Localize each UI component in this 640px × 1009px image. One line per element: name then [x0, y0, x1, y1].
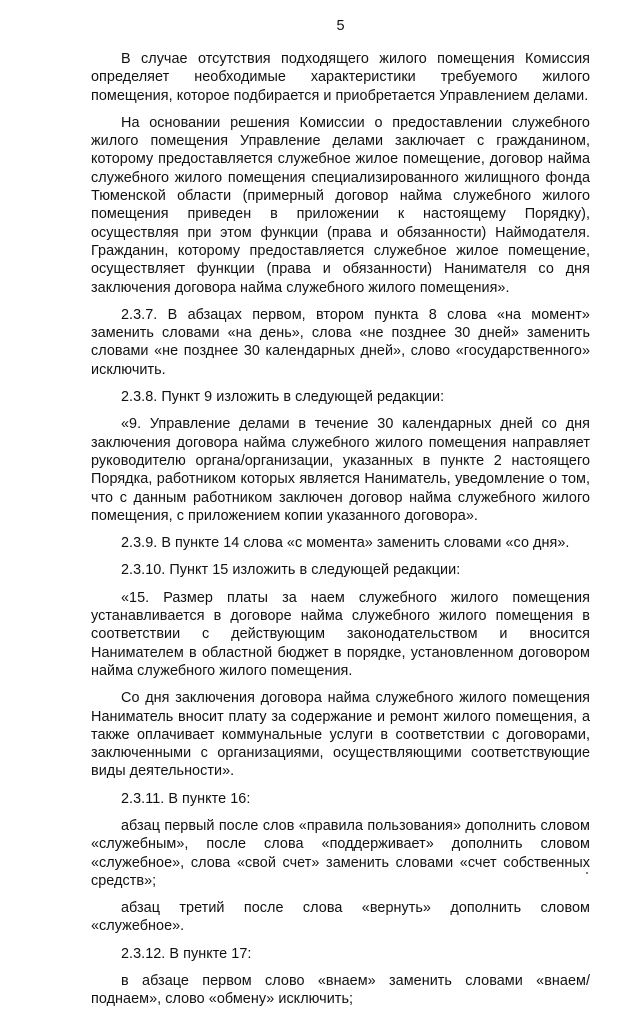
paragraph-4: 2.3.8. Пункт 9 изложить в следующей редакции: [121, 389, 445, 406]
paragraph-3: 2.3.7. В абзацах первом, втором пункта 8 слова «на момент» заменить словами «на день», слова «не позднее 30 дней» заменить словами «не позднее 30 календарных дней», слово «государственного» исключить. [91, 306, 590, 378]
paragraph-11: абзац первый после слов «правила пользования» дополнить словом «служебным», после слова «поддерживает» дополнить словом «служебное», слова «свой счет» заменить словами «счет собственных средств»; [91, 817, 590, 889]
paragraph-9: Со дня заключения договора найма служебного жилого помещения Наниматель вносит плату за содержание и ремонт жилого помещения, а также оплачивает коммунальные услуги в соответствии с договорами, заключенными с организациями, осуществляющими соответствующие виды деятельности». [91, 690, 590, 780]
paragraph-10: 2.3.11. В пункте 16: [121, 790, 251, 807]
page-number: 5 [336, 18, 345, 34]
paragraph-14: в абзаце первом слово «внаем» заменить словами «внаем/поднаем», слово «обмену» исключить; [91, 973, 590, 1008]
paragraph-6: 2.3.9. В пункте 14 слова «с момента» заменить словами «со дня». [121, 535, 570, 552]
paragraph-2: На основании решения Комиссии о предоставлении служебного жилого помещения Управление делами заключает с гражданином, которому предоставляется служебное жилое помещение, договор найма служебного жилого помещения специализированного жилищного фонда Тюменской области (примерный договор найма служебного жилого помещения приведен в приложении к настоящему Порядку), осуществляя при этом функции (права и обязанности) Наймодателя. Гражданин, которому предоставляется служебное жилое помещение, осуществляет функции (права и обязанности) Нанимателя со дня заключения договора найма служебного жилого помещения». [91, 114, 590, 296]
paragraph-13: 2.3.12. В пункте 17: [121, 945, 252, 962]
paragraph-1: В случае отсутствия подходящего жилого помещения Комиссия определяет необходимые характеристики требуемого жилого помещения, которое подбирается и приобретается Управлением делами. [91, 51, 590, 104]
paragraph-8: «15. Размер платы за наем служебного жилого помещения устанавливается в договоре найма служебного жилого помещения в соответствии с действующим законодательством и вносится Нанимателем в областной бюджет в порядке, установленном договором найма служебного жилого помещения. [91, 589, 590, 679]
paragraph-5: «9. Управление делами в течение 30 календарных дней со дня заключения договора найма служебного жилого помещения направляет руководителю органа/организации, указанных в пункте 2 настоящего Порядка, работником которых является Наниматель, уведомление о том, что с данным работником заключен договор найма служебного жилого помещения, с приложением копии указанного договора». [91, 416, 590, 524]
paragraph-12: абзац третий после слова «вернуть» дополнить словом «служебное». [91, 900, 590, 935]
paragraph-7: 2.3.10. Пункт 15 изложить в следующей редакции: [121, 562, 461, 579]
scan-dot [586, 872, 588, 874]
